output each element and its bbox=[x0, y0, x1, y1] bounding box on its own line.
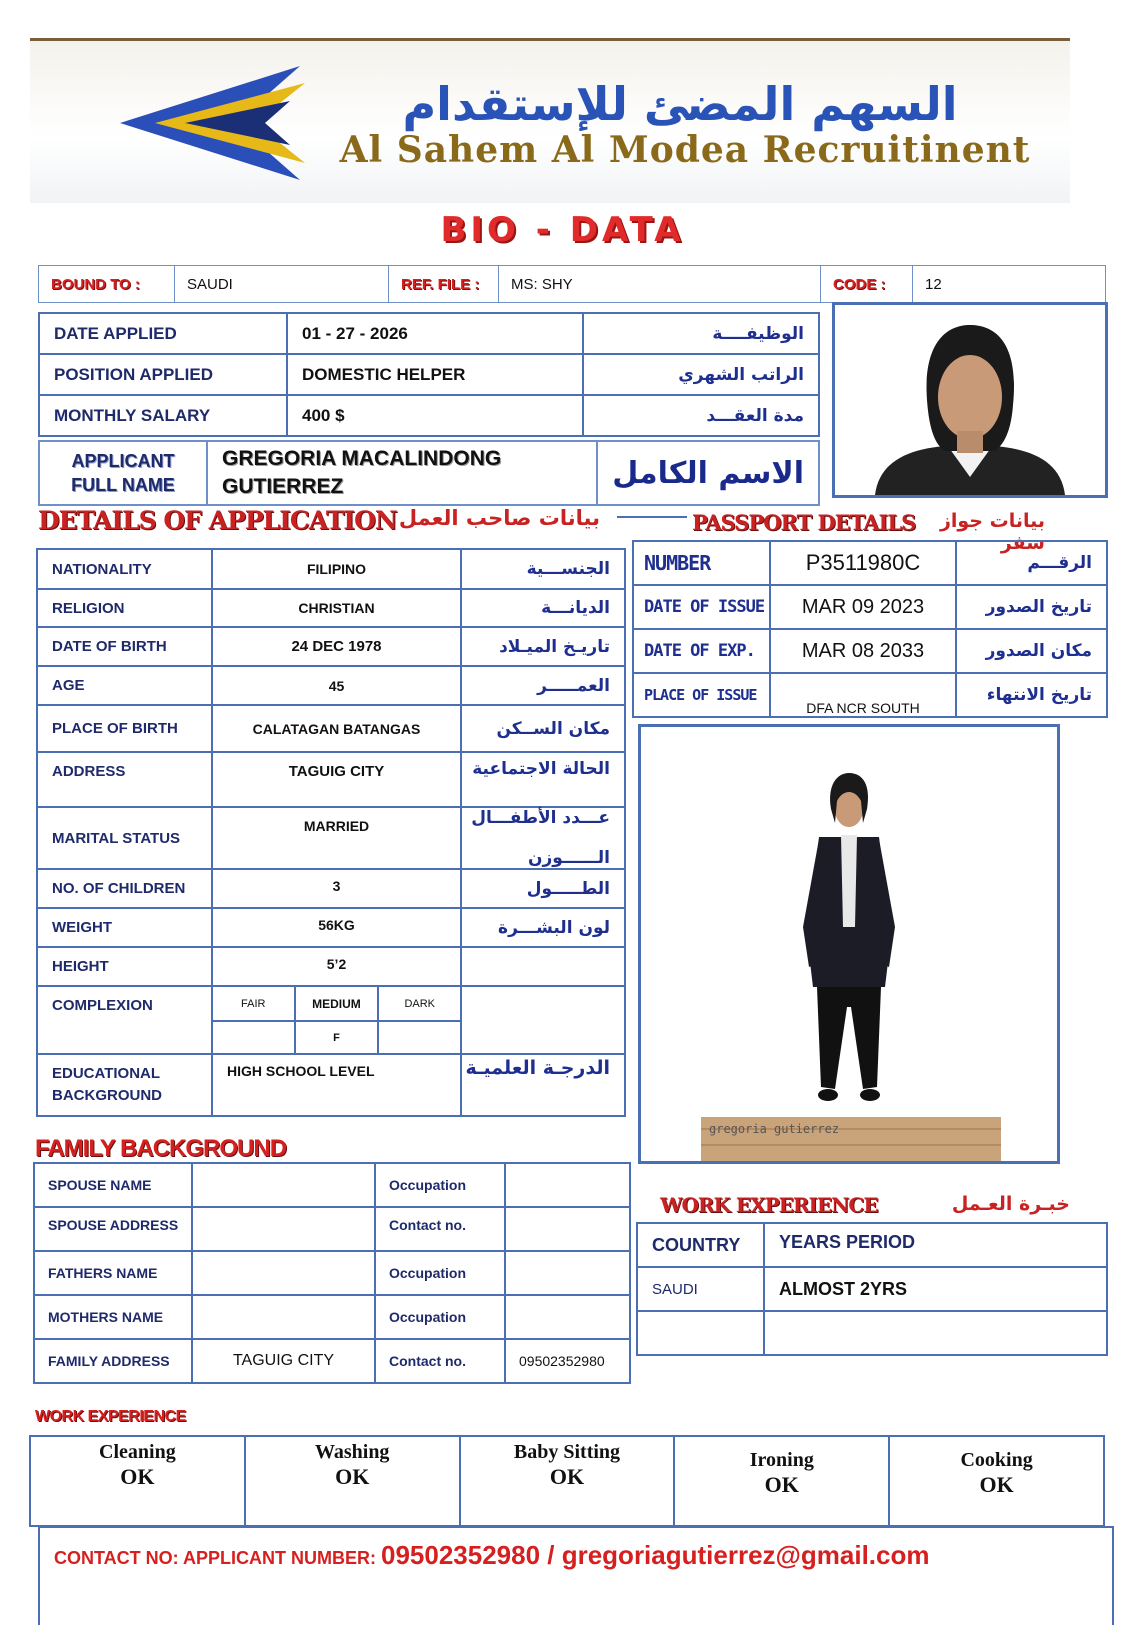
complexion-dark-mark bbox=[378, 1021, 460, 1053]
date-of-birth-value: 24 DEC 1978 bbox=[212, 627, 461, 666]
spouse-address-label: SPOUSE ADDRESS bbox=[34, 1207, 192, 1251]
person-headshot-icon bbox=[835, 305, 1105, 495]
table-row bbox=[637, 1223, 1107, 1267]
skill-name: Ironing bbox=[749, 1449, 814, 1471]
passport-section-arabic: بيانات جواز سفر bbox=[939, 510, 1045, 554]
height-arabic: الطـــــول bbox=[461, 869, 625, 908]
height-label: HEIGHT bbox=[37, 947, 212, 986]
age-label: AGE bbox=[37, 666, 212, 705]
place-of-birth-value: CALATAGAN BATANGAS bbox=[212, 705, 461, 752]
date-of-exp-arabic: مكان الصدور bbox=[956, 629, 1107, 673]
skill-name: Baby Sitting bbox=[513, 1441, 621, 1463]
monthly-salary-arabic: مدة العقـــد bbox=[583, 395, 819, 436]
fathers-occupation-label: Occupation bbox=[375, 1251, 505, 1295]
complexion-fair-mark bbox=[213, 1021, 295, 1053]
work-section-title: WORK EXPERIENCE bbox=[660, 1193, 878, 1217]
date-of-birth-arabic: تاريـخ الميـلاد bbox=[461, 627, 625, 666]
bound-to-value: SAUDI bbox=[175, 266, 389, 303]
family-contact-label: Contact no. bbox=[375, 1339, 505, 1383]
complexion-options bbox=[213, 987, 460, 1053]
spouse-contact-label: Contact no. bbox=[375, 1207, 505, 1251]
religion-label: RELIGION bbox=[37, 589, 212, 627]
complexion-dark: DARK bbox=[378, 987, 460, 1021]
skills-table bbox=[29, 1435, 1105, 1527]
family-contact-value: 09502352980 bbox=[505, 1339, 630, 1383]
table-row bbox=[34, 1251, 630, 1295]
work-experience-table bbox=[636, 1222, 1108, 1356]
table-row bbox=[39, 313, 819, 354]
height-empty bbox=[461, 947, 625, 986]
code-label: CODE : bbox=[821, 266, 913, 303]
contact-value: 09502352980 / gregoriagutierrez@gmail.com bbox=[380, 1540, 930, 1570]
section-divider bbox=[617, 516, 687, 518]
applicant-name-line1: GREGORIA MACALINDONG bbox=[222, 447, 502, 470]
table-row bbox=[633, 673, 1107, 717]
applicant-label-line1: APPLICANT bbox=[71, 451, 175, 471]
nationality-label: NATIONALITY bbox=[37, 549, 212, 589]
table-row bbox=[37, 1054, 625, 1116]
fathers-name-value bbox=[192, 1251, 375, 1295]
table-row bbox=[37, 869, 625, 908]
passport-number-value: P3511980C bbox=[770, 541, 956, 585]
education-value: HIGH SCHOOL LEVEL bbox=[212, 1054, 461, 1116]
applicant-name-line2: GUTIERREZ bbox=[222, 475, 344, 498]
applicant-full-name bbox=[207, 441, 597, 505]
fathers-occupation-value bbox=[505, 1251, 630, 1295]
nationality-value: FILIPINO bbox=[212, 549, 461, 589]
applicant-label bbox=[39, 441, 207, 505]
application-info-table bbox=[38, 312, 820, 437]
age-arabic: العمـــــر bbox=[461, 666, 625, 705]
age-value: 45 bbox=[212, 666, 461, 705]
family-address-label: FAMILY ADDRESS bbox=[34, 1339, 192, 1383]
work-period-empty bbox=[764, 1311, 1107, 1355]
date-of-issue-label: DATE OF ISSUE bbox=[633, 585, 770, 629]
personal-details-table bbox=[36, 548, 626, 1117]
address-label: ADDRESS bbox=[37, 752, 212, 807]
complexion-medium-mark: F bbox=[295, 1021, 379, 1053]
spouse-occupation-label: Occupation bbox=[375, 1163, 505, 1207]
religion-arabic: الديانـــة bbox=[461, 589, 625, 627]
table-row bbox=[37, 752, 625, 807]
table-row bbox=[633, 541, 1107, 585]
family-section-title: FAMILY BACKGROUND bbox=[35, 1135, 287, 1162]
table-row bbox=[39, 354, 819, 395]
arrow-logo-icon bbox=[115, 61, 315, 181]
skill-status: OK bbox=[979, 1472, 1014, 1497]
ref-file-label: REF. FILE : bbox=[389, 266, 499, 303]
country-header: COUNTRY bbox=[637, 1223, 764, 1267]
date-of-exp-label: DATE OF EXP. bbox=[633, 629, 770, 673]
place-of-issue-arabic: تاريخ الانتهاء bbox=[956, 673, 1107, 717]
marital-status-value: MARRIED bbox=[212, 807, 461, 869]
passport-number-label: NUMBER bbox=[633, 541, 770, 585]
work-country-empty bbox=[637, 1311, 764, 1355]
mothers-name-label: MOTHERS NAME bbox=[34, 1295, 192, 1339]
family-background-table bbox=[33, 1162, 631, 1384]
skill-baby-sitting bbox=[460, 1436, 675, 1526]
table-row bbox=[633, 629, 1107, 673]
years-period-header: YEARS PERIOD bbox=[764, 1223, 1107, 1267]
marital-status-arabic bbox=[461, 807, 625, 869]
complexion-medium: MEDIUM bbox=[295, 987, 379, 1021]
date-of-issue-value: MAR 09 2023 bbox=[770, 585, 956, 629]
address-value: TAGUIG CITY bbox=[212, 752, 461, 807]
table-row bbox=[30, 1436, 1104, 1526]
contact-prefix: CONTACT NO: APPLICANT NUMBER: bbox=[54, 1548, 381, 1568]
details-section-title: DETAILS OF APPLICATION bbox=[38, 506, 397, 535]
passport-number-arabic: الرقـــم bbox=[956, 541, 1107, 585]
contact-line bbox=[54, 1540, 930, 1571]
place-of-birth-label: PLACE OF BIRTH bbox=[37, 705, 212, 752]
date-applied-label: DATE APPLIED bbox=[39, 313, 287, 354]
weight-value: 56KG bbox=[212, 908, 461, 947]
table-row bbox=[637, 1311, 1107, 1355]
date-of-birth-label: DATE OF BIRTH bbox=[37, 627, 212, 666]
work-period-value: ALMOST 2YRS bbox=[764, 1267, 1107, 1311]
skill-status: OK bbox=[120, 1464, 155, 1489]
work-section-arabic: خبـرة العـمل bbox=[951, 1193, 1070, 1215]
mothers-occupation-label: Occupation bbox=[375, 1295, 505, 1339]
height-value: 5’2 bbox=[212, 947, 461, 986]
monthly-salary-value: 400 $ bbox=[287, 395, 583, 436]
marital-status-label: MARITAL STATUS bbox=[37, 807, 212, 869]
company-english-name: Al Sahem Al Modea Recruitinent bbox=[339, 129, 1031, 171]
bound-to-label: BOUND TO : bbox=[39, 266, 175, 303]
date-of-issue-arabic: تاريخ الصدور bbox=[956, 585, 1107, 629]
table-row bbox=[633, 585, 1107, 629]
family-address-value: TAGUIG CITY bbox=[192, 1339, 375, 1383]
complexion-grid bbox=[212, 986, 461, 1054]
skill-cooking bbox=[889, 1436, 1104, 1526]
place-of-birth-arabic: مكان الســكن bbox=[461, 705, 625, 752]
skill-cleaning bbox=[30, 1436, 245, 1526]
nationality-arabic: الجنســـية bbox=[461, 549, 625, 589]
code-value: 12 bbox=[913, 266, 1106, 303]
details-section-arabic: بيانات صاحب العمل bbox=[398, 506, 600, 530]
complexion-fair: FAIR bbox=[213, 987, 295, 1021]
address-arabic: الحالة الاجتماعية bbox=[461, 752, 625, 807]
table-row bbox=[37, 807, 625, 869]
children-label: NO. OF CHILDREN bbox=[37, 869, 212, 908]
weight-arabic: الــــــوزن bbox=[527, 848, 610, 868]
table-row bbox=[37, 549, 625, 589]
table-row bbox=[37, 589, 625, 627]
education-arabic: الدرجـة العلميـة bbox=[461, 1054, 625, 1116]
skill-washing bbox=[245, 1436, 460, 1526]
date-applied-arabic: الوظيفــــة bbox=[583, 313, 819, 354]
skill-name: Cleaning bbox=[99, 1441, 176, 1463]
monthly-salary-label: MONTHLY SALARY bbox=[39, 395, 287, 436]
skill-status: OK bbox=[764, 1472, 799, 1497]
place-of-issue-label: PLACE OF ISSUE bbox=[633, 673, 770, 717]
spouse-occupation-value bbox=[505, 1163, 630, 1207]
table-row bbox=[37, 908, 625, 947]
applicant-name-row bbox=[38, 440, 820, 506]
photo-caption: gregoria gutierrez bbox=[709, 1122, 840, 1136]
weight-label: WEIGHT bbox=[37, 908, 212, 947]
passport-section-title: PASSPORT DETAILS bbox=[692, 510, 916, 535]
children-value: 3 bbox=[212, 869, 461, 908]
company-arabic-name: السهم المضئ للإستقدام bbox=[402, 77, 958, 131]
education-label-line1: EDUCATIONAL bbox=[52, 1065, 161, 1082]
position-applied-value: DOMESTIC HELPER bbox=[287, 354, 583, 395]
skills-section-title: WORK EXPERIENCE bbox=[35, 1408, 186, 1425]
table-row bbox=[637, 1267, 1107, 1311]
table-row bbox=[34, 1339, 630, 1383]
table-row bbox=[39, 395, 819, 436]
applicant-label-line2: FULL NAME bbox=[71, 475, 175, 495]
children-arabic: عـــدد الأطفـــال bbox=[471, 808, 610, 828]
table-row bbox=[37, 705, 625, 752]
religion-value: CHRISTIAN bbox=[212, 589, 461, 627]
ref-file-value: MS: SHY bbox=[499, 266, 821, 303]
table-row bbox=[34, 1207, 630, 1251]
complexion-label: COMPLEXION bbox=[37, 986, 212, 1054]
skill-ironing bbox=[674, 1436, 889, 1526]
education-label-line2: BACKGROUND bbox=[52, 1087, 162, 1104]
skill-status: OK bbox=[549, 1464, 585, 1489]
table-row bbox=[34, 1163, 630, 1207]
table-row bbox=[37, 666, 625, 705]
applicant-headshot-photo bbox=[832, 302, 1108, 498]
passport-details-table bbox=[632, 540, 1108, 718]
spouse-contact-value bbox=[505, 1207, 630, 1251]
table-row bbox=[37, 627, 625, 666]
applicant-full-body-photo bbox=[638, 724, 1060, 1164]
fathers-name-label: FATHERS NAME bbox=[34, 1251, 192, 1295]
position-applied-arabic: الراتب الشهري bbox=[583, 354, 819, 395]
applicant-arabic-label: الاسم الكامل bbox=[597, 441, 819, 505]
company-banner bbox=[30, 38, 1070, 203]
skill-status: OK bbox=[335, 1464, 370, 1489]
skill-name: Cooking bbox=[960, 1449, 1033, 1471]
skill-name: Washing bbox=[314, 1441, 390, 1463]
complexion-empty bbox=[461, 986, 625, 1054]
spouse-address-value bbox=[192, 1207, 375, 1251]
mothers-name-value bbox=[192, 1295, 375, 1339]
date-of-exp-value: MAR 08 2033 bbox=[770, 629, 956, 673]
person-full-body-icon bbox=[641, 727, 1057, 1161]
bound-info-row bbox=[38, 265, 1106, 303]
education-label bbox=[37, 1054, 212, 1116]
page-title: BIO - DATA bbox=[440, 210, 685, 250]
mothers-occupation-value bbox=[505, 1295, 630, 1339]
work-country-value: SAUDI bbox=[637, 1267, 764, 1311]
place-of-issue-value: DFA NCR SOUTH bbox=[770, 673, 956, 717]
position-applied-label: POSITION APPLIED bbox=[39, 354, 287, 395]
table-row bbox=[37, 947, 625, 986]
table-row bbox=[37, 986, 625, 1054]
table-row bbox=[34, 1295, 630, 1339]
complexion-arabic: لون البشـــرة bbox=[461, 908, 625, 947]
spouse-name-value bbox=[192, 1163, 375, 1207]
spouse-name-label: SPOUSE NAME bbox=[34, 1163, 192, 1207]
date-applied-value: 01 - 27 - 2026 bbox=[287, 313, 583, 354]
